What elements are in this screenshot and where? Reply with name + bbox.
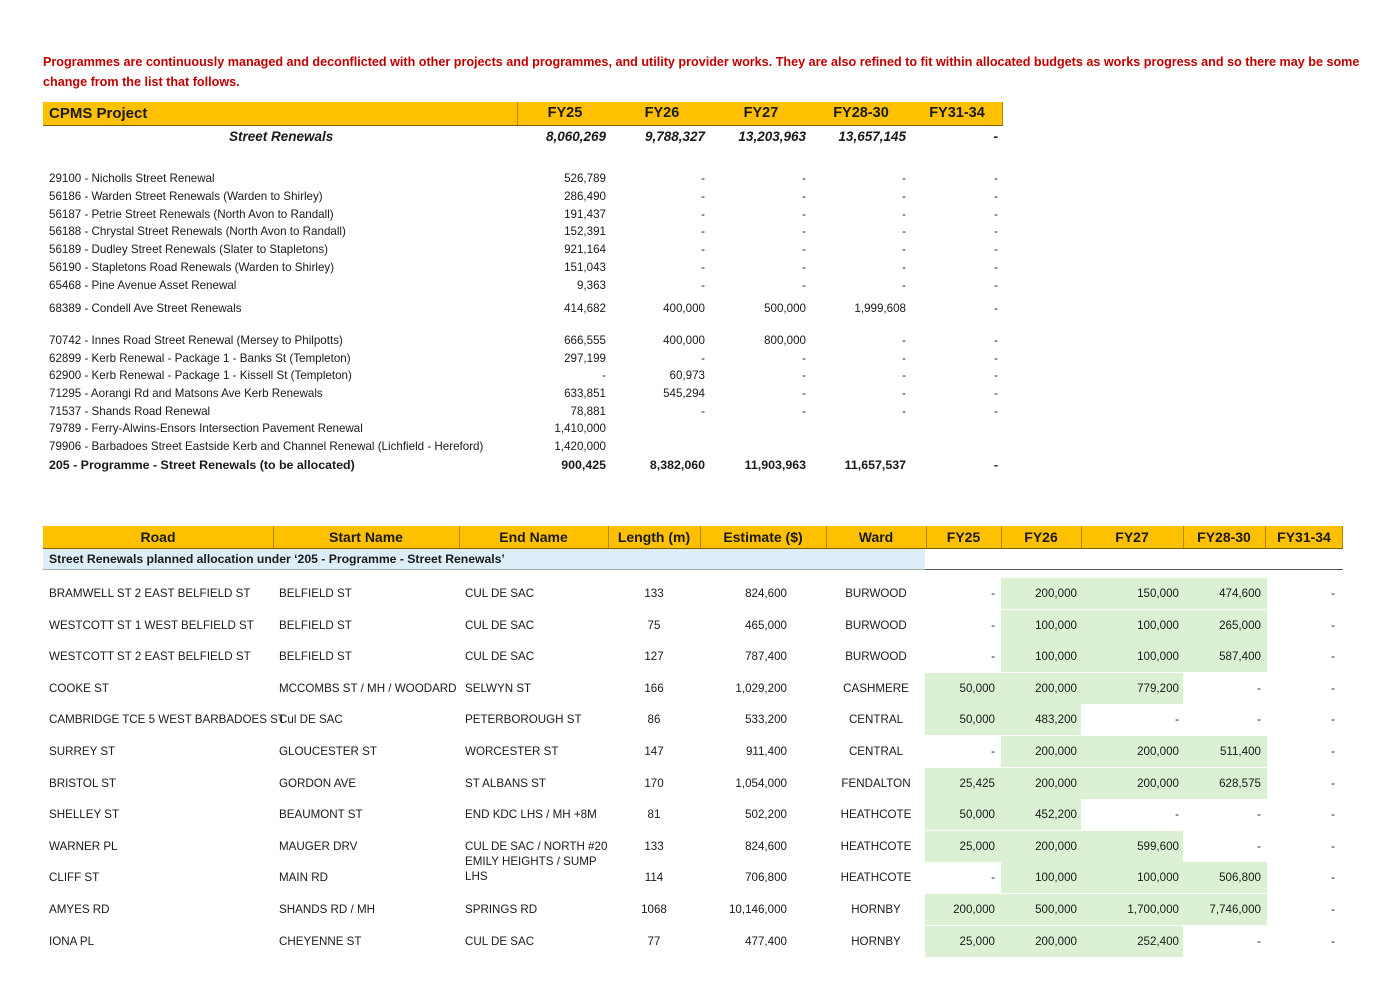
road-fy25: - bbox=[991, 618, 995, 632]
end-name-line: LHS bbox=[465, 870, 488, 884]
notice-text: Programmes are continuously managed and deconflicted with other projects and programmes, and utility provider works. They are also refined to fit within allocated budgets as works progress and so there may be some change from the list that follows. bbox=[43, 55, 1360, 89]
project-row bbox=[43, 261, 1003, 279]
project-name: 79906 - Barbadoes Street Eastside Kerb and Channel Renewal (Lichfield - Hereford) bbox=[49, 440, 484, 453]
project-fy26: - bbox=[701, 261, 705, 274]
road-name: WESTCOTT ST 2 EAST BELFIELD ST bbox=[49, 650, 251, 664]
estimate: 1,029,200 bbox=[735, 681, 787, 695]
road-row bbox=[43, 736, 1343, 767]
road-row bbox=[43, 704, 1343, 735]
road-row bbox=[43, 926, 1343, 957]
header-divider bbox=[608, 526, 609, 548]
road-name: COOKE ST bbox=[49, 681, 109, 695]
end-name: CUL DE SAC / NORTH #20 bbox=[465, 839, 608, 853]
project-fy31-34: - bbox=[994, 334, 998, 347]
road-fy31-34: - bbox=[1331, 618, 1335, 632]
road-fy31-34: - bbox=[1331, 776, 1335, 790]
length: 147 bbox=[644, 745, 664, 758]
header-fy31-34: FY31-34 bbox=[1277, 529, 1331, 545]
road-fy25: 50,000 bbox=[959, 808, 995, 822]
project-fy27: - bbox=[802, 387, 806, 400]
project-fy25: 151,043 bbox=[564, 261, 606, 274]
project-name: 56190 - Stapletons Road Renewals (Warden to Shirley) bbox=[49, 261, 335, 274]
start-name: BELFIELD ST bbox=[279, 618, 352, 632]
road-name: BRAMWELL ST 2 EAST BELFIELD ST bbox=[49, 587, 251, 600]
subtotal-label: Street Renewals bbox=[229, 129, 334, 144]
road-fy28-30: 628,575 bbox=[1219, 776, 1261, 790]
project-row bbox=[43, 279, 1003, 297]
length: 166 bbox=[644, 681, 664, 695]
project-fy26: - bbox=[701, 405, 705, 418]
road-fy28-30: 265,000 bbox=[1219, 618, 1261, 632]
road-name: SHELLEY ST bbox=[49, 808, 120, 822]
project-fy26: - bbox=[701, 208, 705, 221]
project-fy26: 60,973 bbox=[669, 369, 705, 382]
project-fy26: 545,294 bbox=[663, 387, 705, 400]
header-divider bbox=[1002, 102, 1003, 125]
project-fy28-30: 11,657,537 bbox=[844, 458, 906, 472]
road-row bbox=[43, 831, 1343, 862]
road-fy25: - bbox=[991, 587, 995, 600]
project-fy31-34: - bbox=[994, 261, 998, 274]
street-renewals-subtotal-row bbox=[43, 129, 1003, 147]
ward: BURWOOD bbox=[845, 650, 907, 664]
project-fy26: 400,000 bbox=[663, 334, 705, 347]
road-fy31-34: - bbox=[1331, 681, 1335, 695]
project-fy26: - bbox=[701, 190, 705, 203]
header-fy25: FY25 bbox=[547, 105, 583, 121]
end-name: SPRINGS RD bbox=[465, 903, 538, 916]
road-fy28-30: - bbox=[1257, 934, 1261, 948]
road-fy26: 100,000 bbox=[1035, 650, 1077, 664]
road-fy26: 200,000 bbox=[1035, 587, 1077, 600]
estimate: 465,000 bbox=[745, 618, 787, 632]
estimate: 10,146,000 bbox=[728, 903, 787, 916]
road-fy31-34: - bbox=[1331, 745, 1335, 758]
ward: BURWOOD bbox=[845, 618, 907, 632]
length: 133 bbox=[644, 839, 664, 853]
header-end-name: End Name bbox=[499, 529, 568, 545]
road-fy27: 100,000 bbox=[1137, 871, 1179, 885]
road-fy26: 200,000 bbox=[1035, 934, 1077, 948]
project-fy31-34: - bbox=[994, 279, 998, 292]
start-name: BELFIELD ST bbox=[279, 587, 352, 600]
road-fy31-34: - bbox=[1331, 713, 1335, 727]
estimate: 824,600 bbox=[745, 587, 787, 600]
end-name bbox=[465, 854, 597, 884]
road-fy27: - bbox=[1175, 808, 1179, 822]
road-name: SURREY ST bbox=[49, 745, 116, 758]
start-name: Cul DE SAC bbox=[279, 713, 343, 727]
header-road: Road bbox=[140, 529, 176, 545]
header-cpms-project: CPMS Project bbox=[49, 105, 148, 122]
header-fy26: FY26 bbox=[1024, 529, 1058, 545]
header-divider bbox=[1081, 526, 1082, 548]
road-fy31-34: - bbox=[1331, 808, 1335, 822]
project-fy26: - bbox=[701, 352, 705, 365]
start-name: GLOUCESTER ST bbox=[279, 745, 377, 758]
start-name: BELFIELD ST bbox=[279, 650, 352, 664]
project-fy27: - bbox=[802, 352, 806, 365]
road-fy25: 50,000 bbox=[959, 681, 995, 695]
project-fy28-30: - bbox=[902, 172, 906, 185]
project-fy25: 921,164 bbox=[564, 243, 606, 256]
road-fy25: 25,000 bbox=[959, 839, 995, 853]
cpms-project-table bbox=[43, 102, 1003, 472]
end-name: CUL DE SAC bbox=[465, 587, 535, 600]
project-row bbox=[43, 440, 1003, 458]
ward: HORNBY bbox=[851, 903, 901, 916]
road-fy28-30: 506,800 bbox=[1219, 871, 1261, 885]
road-fy28-30: 474,600 bbox=[1219, 587, 1261, 600]
project-fy31-34: - bbox=[993, 458, 998, 472]
band-underline bbox=[925, 569, 1343, 570]
road-row bbox=[43, 578, 1343, 609]
road-fy27: 599,600 bbox=[1137, 839, 1179, 853]
end-name: ST ALBANS ST bbox=[465, 776, 546, 790]
road-row bbox=[43, 768, 1343, 799]
project-fy25: 78,881 bbox=[570, 405, 606, 418]
road-row bbox=[43, 855, 1343, 893]
band-underline bbox=[43, 569, 925, 570]
project-fy25: 900,425 bbox=[561, 458, 606, 472]
project-fy31-34: - bbox=[994, 302, 998, 315]
road-fy28-30: - bbox=[1257, 808, 1261, 822]
project-fy25: 526,789 bbox=[564, 172, 606, 185]
header-fy27: FY27 bbox=[1115, 529, 1149, 545]
end-name-line: EMILY HEIGHTS / SUMP bbox=[465, 855, 597, 869]
estimate: 911,400 bbox=[745, 745, 787, 758]
estimate: 1,054,000 bbox=[735, 776, 787, 790]
header-divider bbox=[926, 526, 927, 548]
road-fy28-30: 587,400 bbox=[1219, 650, 1261, 664]
header-estimate: Estimate ($) bbox=[723, 529, 803, 545]
ward: CASHMERE bbox=[843, 681, 909, 695]
start-name: MAUGER DRV bbox=[279, 839, 358, 853]
road-fy28-30: - bbox=[1257, 713, 1261, 727]
project-fy25: 633,851 bbox=[564, 387, 606, 400]
header-divider bbox=[1265, 526, 1266, 548]
road-fy28-30: 511,400 bbox=[1219, 745, 1261, 758]
road-fy31-34: - bbox=[1331, 934, 1335, 948]
end-name: WORCESTER ST bbox=[465, 745, 559, 758]
project-fy28-30: - bbox=[902, 190, 906, 203]
project-fy27: - bbox=[802, 243, 806, 256]
project-fy27: - bbox=[802, 405, 806, 418]
project-fy25: 1,410,000 bbox=[554, 422, 606, 435]
project-row bbox=[43, 225, 1003, 243]
road-fy27: 1,700,000 bbox=[1127, 903, 1179, 916]
project-name: 71537 - Shands Road Renewal bbox=[49, 405, 211, 418]
estimate: 706,800 bbox=[745, 871, 787, 885]
project-fy25: 286,490 bbox=[564, 190, 606, 203]
project-row bbox=[43, 369, 1003, 387]
road-row bbox=[43, 799, 1343, 830]
project-fy28-30: - bbox=[902, 387, 906, 400]
project-name: 56189 - Dudley Street Renewals (Slater to Stapletons) bbox=[49, 243, 329, 256]
project-fy25: 666,555 bbox=[564, 334, 606, 347]
project-fy25: 1,420,000 bbox=[554, 440, 606, 453]
project-row bbox=[43, 302, 1003, 320]
project-fy26: - bbox=[701, 243, 705, 256]
road-fy26: 200,000 bbox=[1035, 745, 1077, 758]
project-fy27: 500,000 bbox=[764, 302, 806, 315]
ward: CENTRAL bbox=[848, 713, 904, 727]
project-fy27: 800,000 bbox=[764, 334, 806, 347]
project-name: 56186 - Warden Street Renewals (Warden to Shirley) bbox=[49, 190, 323, 203]
start-name: CHEYENNE ST bbox=[279, 934, 362, 948]
length: 75 bbox=[647, 618, 661, 632]
end-name: CUL DE SAC bbox=[465, 934, 535, 948]
end-name: SELWYN ST bbox=[465, 681, 532, 695]
project-row bbox=[43, 387, 1003, 405]
road-fy27: 100,000 bbox=[1137, 618, 1179, 632]
project-fy27: - bbox=[802, 261, 806, 274]
project-name: 56187 - Petrie Street Renewals (North Avon to Randall) bbox=[49, 208, 334, 221]
road-fy27: 252,400 bbox=[1137, 934, 1179, 948]
road-row bbox=[43, 894, 1343, 925]
road-fy27: 779,200 bbox=[1137, 681, 1179, 695]
project-fy25: 152,391 bbox=[564, 225, 606, 238]
project-row bbox=[43, 172, 1003, 190]
project-fy31-34: - bbox=[994, 369, 998, 382]
road-row bbox=[43, 673, 1343, 704]
project-fy31-34: - bbox=[994, 208, 998, 221]
ward: BURWOOD bbox=[845, 587, 907, 600]
project-row bbox=[43, 190, 1003, 208]
start-name: MAIN RD bbox=[279, 871, 328, 885]
project-fy28-30: - bbox=[902, 261, 906, 274]
estimate: 502,200 bbox=[745, 808, 787, 822]
project-fy25: 414,682 bbox=[564, 302, 606, 315]
project-fy26: - bbox=[701, 172, 705, 185]
project-fy27: - bbox=[802, 225, 806, 238]
project-fy28-30: - bbox=[902, 208, 906, 221]
ward: HEATHCOTE bbox=[840, 808, 912, 822]
length: 81 bbox=[647, 808, 661, 822]
project-fy31-34: - bbox=[994, 190, 998, 203]
estimate: 533,200 bbox=[745, 713, 787, 727]
project-fy26: - bbox=[701, 279, 705, 292]
project-fy28-30: - bbox=[902, 334, 906, 347]
project-fy27: - bbox=[802, 279, 806, 292]
project-name: 205 - Programme - Street Renewals (to be allocated) bbox=[49, 458, 355, 472]
road-fy26: 452,200 bbox=[1035, 808, 1077, 822]
project-fy27: - bbox=[802, 369, 806, 382]
road-fy27: 200,000 bbox=[1137, 776, 1179, 790]
project-name: 68389 - Condell Ave Street Renewals bbox=[49, 302, 242, 315]
ward: CENTRAL bbox=[848, 745, 904, 758]
end-name: CUL DE SAC bbox=[465, 618, 535, 632]
subtotal-fy27: 13,203,963 bbox=[738, 129, 806, 144]
header-divider bbox=[826, 526, 827, 548]
project-name: 71295 - Aorangi Rd and Matsons Ave Kerb Renewals bbox=[49, 387, 323, 400]
ward: HORNBY bbox=[851, 934, 901, 948]
project-row bbox=[43, 405, 1003, 423]
road-fy31-34: - bbox=[1331, 871, 1335, 885]
header-fy25: FY25 bbox=[946, 529, 981, 545]
start-name: GORDON AVE bbox=[279, 776, 357, 790]
project-fy26: 400,000 bbox=[663, 302, 705, 315]
project-row bbox=[43, 352, 1003, 370]
project-name: 62899 - Kerb Renewal - Package 1 - Banks St (Templeton) bbox=[49, 352, 351, 365]
road-fy26: 100,000 bbox=[1035, 618, 1077, 632]
subtotal-fy28-30: 13,657,145 bbox=[838, 129, 906, 144]
end-name: PETERBOROUGH ST bbox=[465, 713, 582, 727]
length: 1068 bbox=[641, 903, 667, 916]
road-fy26: 100,000 bbox=[1035, 871, 1077, 885]
length: 170 bbox=[644, 776, 664, 790]
road-name: WARNER PL bbox=[49, 839, 118, 853]
length: 86 bbox=[647, 713, 661, 727]
project-fy27: - bbox=[802, 172, 806, 185]
road-fy25: - bbox=[991, 871, 995, 885]
start-name: BEAUMONT ST bbox=[279, 808, 363, 822]
project-fy28-30: - bbox=[902, 243, 906, 256]
road-fy26: 500,000 bbox=[1035, 903, 1077, 916]
road-fy28-30: - bbox=[1257, 681, 1261, 695]
road-fy31-34: - bbox=[1331, 587, 1335, 600]
header-fy26: FY26 bbox=[644, 105, 680, 121]
project-fy28-30: - bbox=[902, 369, 906, 382]
header-divider bbox=[700, 526, 701, 548]
road-name: BRISTOL ST bbox=[49, 776, 117, 790]
ward: FENDALTON bbox=[841, 776, 911, 790]
road-fy26: 200,000 bbox=[1035, 776, 1077, 790]
project-fy31-34: - bbox=[994, 387, 998, 400]
road-fy27: 200,000 bbox=[1137, 745, 1179, 758]
road-fy27: 150,000 bbox=[1137, 587, 1179, 600]
header-divider bbox=[1001, 526, 1002, 548]
estimate: 824,600 bbox=[745, 839, 787, 853]
project-name: 70742 - Innes Road Street Renewal (Mersey to Philpotts) bbox=[49, 334, 343, 347]
road-fy28-30: 7,746,000 bbox=[1209, 903, 1261, 916]
subtotal-fy31-34: - bbox=[993, 129, 998, 144]
project-fy31-34: - bbox=[994, 225, 998, 238]
header-divider bbox=[1342, 526, 1343, 548]
road-fy25: 25,425 bbox=[959, 776, 995, 790]
project-fy26: - bbox=[701, 225, 705, 238]
road-name: AMYES RD bbox=[49, 903, 110, 916]
road-fy25: - bbox=[991, 745, 995, 758]
project-fy26: 8,382,060 bbox=[649, 458, 705, 472]
project-fy28-30: - bbox=[902, 279, 906, 292]
road-fy28-30: - bbox=[1257, 839, 1261, 853]
ward: HEATHCOTE bbox=[840, 871, 912, 885]
header-start-name: Start Name bbox=[329, 529, 403, 545]
project-row bbox=[43, 243, 1003, 261]
length: 127 bbox=[644, 650, 664, 664]
road-fy31-34: - bbox=[1331, 650, 1335, 664]
end-name: END KDC LHS / MH +8M bbox=[465, 808, 597, 822]
project-fy25: 191,437 bbox=[564, 208, 606, 221]
road-name: CLIFF ST bbox=[49, 871, 100, 885]
length: 77 bbox=[647, 934, 661, 948]
allocation-band-label: Street Renewals planned allocation under ‘205 - Programme - Street Renewals’ bbox=[49, 552, 505, 566]
end-name: CUL DE SAC bbox=[465, 650, 535, 664]
road-fy25: - bbox=[991, 650, 995, 664]
subtotal-fy25: 8,060,269 bbox=[545, 129, 606, 144]
cpms-table-header bbox=[43, 102, 1003, 126]
project-row bbox=[43, 334, 1003, 352]
header-divider bbox=[1183, 526, 1184, 548]
project-fy31-34: - bbox=[994, 352, 998, 365]
road-fy31-34: - bbox=[1331, 839, 1335, 853]
allocation-band bbox=[43, 549, 925, 569]
project-row bbox=[43, 422, 1003, 440]
road-fy25: 50,000 bbox=[959, 713, 995, 727]
length: 133 bbox=[644, 587, 664, 600]
header-divider bbox=[273, 526, 274, 548]
estimate: 477,400 bbox=[745, 934, 787, 948]
project-fy25: - bbox=[602, 369, 606, 382]
header-ward: Ward bbox=[858, 529, 894, 545]
start-name: SHANDS RD / MH bbox=[279, 903, 375, 916]
road-fy26: 200,000 bbox=[1035, 681, 1077, 695]
project-fy27: 11,903,963 bbox=[744, 458, 806, 472]
road-name: IONA PL bbox=[49, 934, 95, 948]
header-fy31-34: FY31-34 bbox=[929, 105, 985, 121]
project-fy28-30: - bbox=[902, 225, 906, 238]
road-row bbox=[43, 641, 1343, 672]
project-fy25: 297,199 bbox=[564, 352, 606, 365]
road-row bbox=[43, 610, 1343, 641]
start-name: MCCOMBS ST / MH / WOODARD bbox=[279, 681, 457, 695]
project-name: 79789 - Ferry-Alwins-Ensors Intersection Pavement Renewal bbox=[49, 422, 363, 435]
project-row bbox=[43, 208, 1003, 226]
header-fy28-30: FY28-30 bbox=[833, 105, 889, 121]
subtotal-fy26: 9,788,327 bbox=[644, 129, 705, 144]
length: 114 bbox=[644, 871, 664, 885]
header-fy28-30: FY28-30 bbox=[1197, 529, 1251, 545]
road-name: CAMBRIDGE TCE 5 WEST BARBADOES ST bbox=[49, 713, 286, 727]
road-fy27: - bbox=[1175, 713, 1179, 727]
project-fy31-34: - bbox=[994, 405, 998, 418]
estimate: 787,400 bbox=[745, 650, 787, 664]
project-fy31-34: - bbox=[994, 243, 998, 256]
project-fy31-34: - bbox=[994, 172, 998, 185]
project-name: 29100 - Nicholls Street Renewal bbox=[49, 172, 215, 185]
project-fy28-30: 1,999,608 bbox=[854, 302, 906, 315]
road-name: WESTCOTT ST 1 WEST BELFIELD ST bbox=[49, 618, 254, 632]
project-fy27: - bbox=[802, 190, 806, 203]
road-fy27: 100,000 bbox=[1137, 650, 1179, 664]
road-fy31-34: - bbox=[1331, 903, 1335, 916]
header-fy27: FY27 bbox=[743, 105, 779, 121]
road-fy26: 200,000 bbox=[1035, 839, 1077, 853]
road-table-header bbox=[43, 526, 1343, 549]
ward: HEATHCOTE bbox=[840, 839, 912, 853]
project-fy28-30: - bbox=[902, 352, 906, 365]
road-fy25: 25,000 bbox=[959, 934, 995, 948]
road-fy26: 483,200 bbox=[1035, 713, 1077, 727]
header-length: Length (m) bbox=[617, 529, 691, 545]
project-fy25: 9,363 bbox=[576, 279, 606, 292]
project-name: 65468 - Pine Avenue Asset Renewal bbox=[49, 279, 237, 292]
project-name: 56188 - Chrystal Street Renewals (North Avon to Randall) bbox=[49, 225, 346, 238]
header-divider bbox=[459, 526, 460, 548]
project-fy28-30: - bbox=[902, 405, 906, 418]
project-fy27: - bbox=[802, 208, 806, 221]
project-name: 62900 - Kerb Renewal - Package 1 - Kissell St (Templeton) bbox=[49, 369, 352, 382]
road-fy25: 200,000 bbox=[953, 903, 995, 916]
project-row bbox=[43, 458, 1003, 476]
